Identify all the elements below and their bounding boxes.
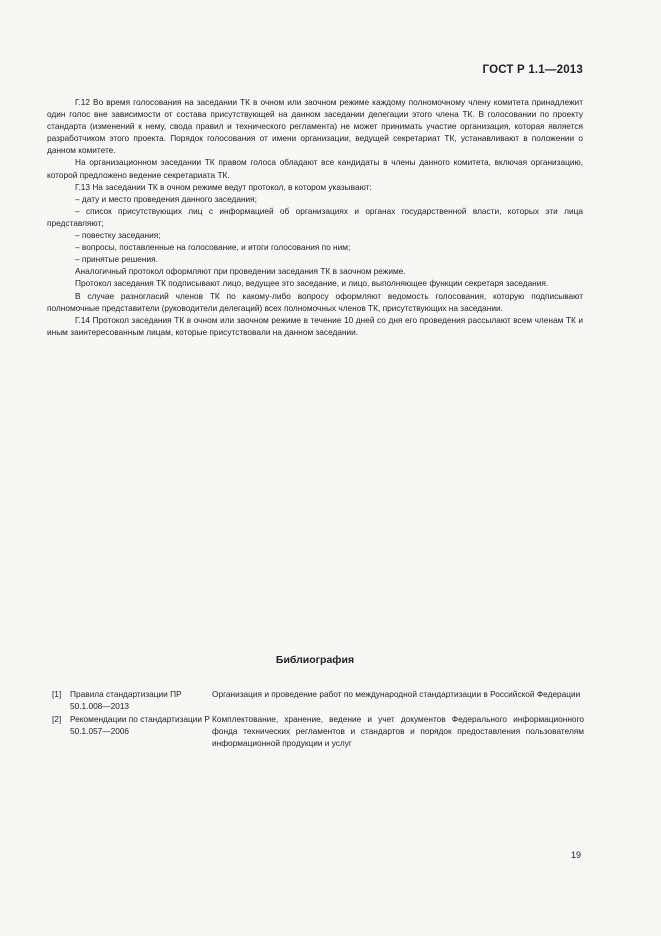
bibliography-source: Правила стандартизации ПР 50.1.008—2013 bbox=[70, 689, 182, 712]
paragraph-g12: Г.12 Во время голосования на заседании ТК в очном или заочном режиме каждому полномочному члену комитета принадлежит один голос вне зависимости от состава присутствующей на данном заседании делегации этого члена ТК. В голосовании по проекту стандарта (изменений к нему, свода правил и технического регламента) не может принимать участие организация, которая является разработчиком этого проекта. Порядок голосования от имени организации, ведущей секретариат ТК, устанавливают в положении о данном комитете. bbox=[47, 97, 583, 156]
bibliography-description: Организация и проведение работ по международной стандартизации в Российской Федерации bbox=[212, 689, 581, 699]
page-number: 19 bbox=[570, 850, 581, 860]
document-body bbox=[47, 96, 583, 338]
list-item: – дату и место проведения данного заседания; bbox=[75, 193, 257, 204]
list-item: – принятые решения. bbox=[75, 254, 158, 265]
bibliography-entry bbox=[52, 688, 584, 712]
bibliography-source: Рекомендации по стандартизации Р 50.1.057—2006 bbox=[70, 714, 210, 737]
paragraph-g13: Г.13 На заседании ТК в очном режиме ведут протокол, в котором указывают: bbox=[75, 181, 372, 192]
bibliography-entry bbox=[52, 713, 584, 749]
bibliography-description: Комплектование, хранение, ведение и учет документов Федерального информационного фонда технических регламентов и стандартов и порядок предоставления пользователям информационной продукции и услуг bbox=[212, 714, 584, 749]
bibliography-number: [2] bbox=[52, 714, 62, 725]
list-item: – список присутствующих лиц с информацией об организациях и органах государственной власти, которых эти лица представляют; bbox=[47, 205, 583, 228]
paragraph-absentee-protocol: Аналогичный протокол оформляют при проведении заседания ТК в заочном режиме. bbox=[75, 266, 406, 277]
paragraph-voting-rights: На организационном заседании ТК правом голоса обладают все кандидаты в члены данного комитета, включая организацию, которой предложено ведение секретариата ТК. bbox=[47, 157, 583, 180]
bibliography-title: Библиография bbox=[275, 654, 355, 666]
paragraph-g14: Г.14 Протокол заседания ТК в очном или заочном режиме в течение 10 дней со дня его проведения рассылают всем членам ТК и иным заинтересованным лицам, которые присутствовали на данном заседании. bbox=[47, 314, 583, 337]
list-item: – повестку заседания; bbox=[75, 230, 161, 241]
document-header: ГОСТ Р 1.1—2013 bbox=[482, 64, 583, 76]
list-item: – вопросы, поставленные на голосование, и итоги голосования по ним; bbox=[75, 242, 351, 253]
bibliography-number: [1] bbox=[52, 689, 62, 699]
paragraph-disagreements: В случае разногласий членов ТК по какому-либо вопросу оформляют ведомость голосования, которую подписывают полномочные представители (руководители делегаций) всех полномочных членов ТК, присутствующих на заседании. bbox=[47, 290, 583, 313]
paragraph-protocol-signing: Протокол заседания ТК подписывают лицо, ведущее это заседание, и лицо, выполняющее функции секретаря заседания. bbox=[75, 278, 549, 289]
bibliography-list bbox=[52, 688, 584, 750]
